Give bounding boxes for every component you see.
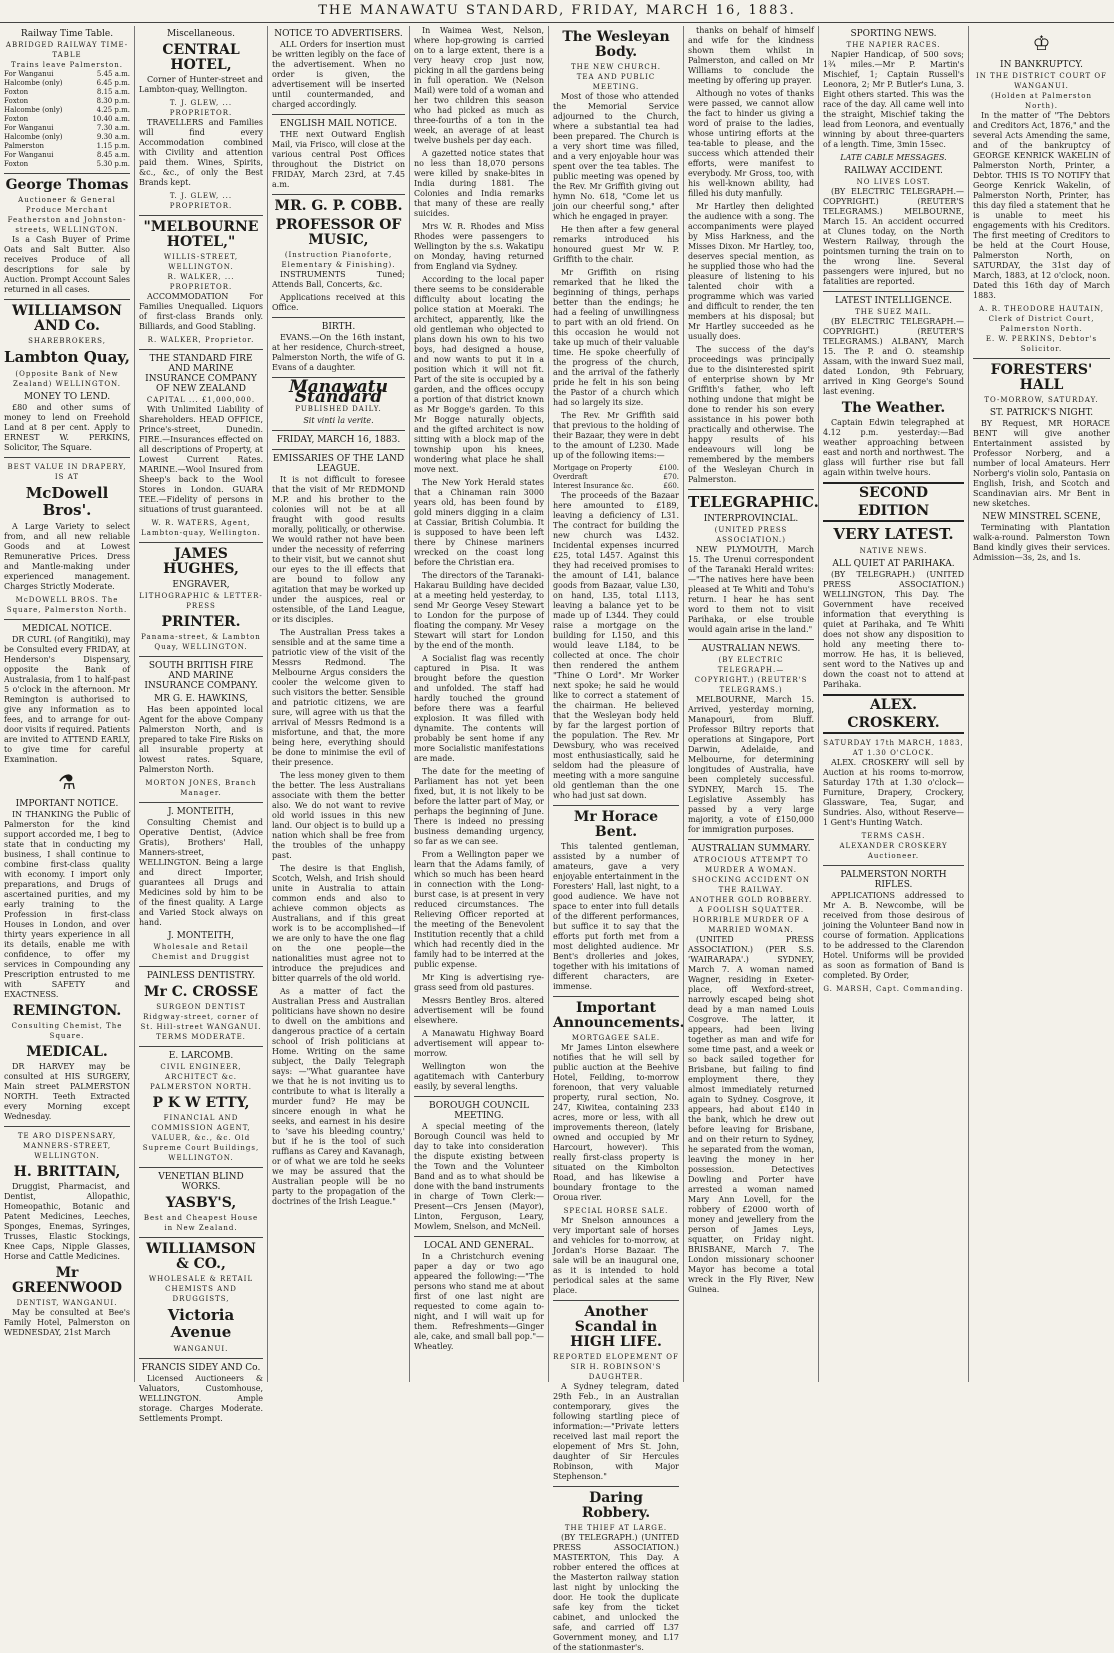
medical-notice-title: MEDICAL NOTICE. xyxy=(22,624,112,634)
ad-body: Consulting Chemist and Operative Dentist, (Advice Gratis), Brothers' Hall, Manners-street, WELLINGTON. Being a large and direct Importer, guarantees all Drugs and Medicines sold by him to be of the finest quality. A Large and Varied Stock always on hand. xyxy=(139,818,263,927)
editorial-title: EMISSARIES OF THE LAND LEAGUE. xyxy=(272,454,405,474)
ad-francis-sidey: FRANCIS SIDEY AND Co. xyxy=(141,1363,261,1373)
local-general-title: LOCAL AND GENERAL. xyxy=(423,1241,535,1251)
ad-address: Panama-street, & Lambton Quay, WELLINGTON. xyxy=(141,633,261,651)
article-paragraph: The less money given to them the better. The less Australians associate with them the better also. We do not want to revive old world issues in this new land. Our object is to build up a nation which shall be free from the troubles of the unhappy past. xyxy=(272,771,405,860)
divider xyxy=(139,215,263,216)
divider xyxy=(553,1300,679,1301)
ad-address: Corner of Hunter-street and Lambton-quay, Wellington. xyxy=(139,75,263,94)
divider xyxy=(4,299,130,300)
article-paragraph: It is not difficult to foresee that the visit of Mr REDMOND M.P. and his brother to the colonies will not be at all fraught with good results morally, politically, or otherwise. We would rather not have been under the necessity of referring to their visit, but we cannot shut our eyes to the ill effects that are bound to follow any agitation that may be worked up under the auspices, real or ostensible, of the Land League, or its disciples. xyxy=(272,475,405,624)
divider xyxy=(272,317,405,318)
royal-crest-icon: ♔ xyxy=(1032,31,1051,55)
ad-signature: T. J. GLEW, ... PROPRIETOR. xyxy=(169,99,233,117)
summary-subtitle: SHOCKING ACCIDENT ON THE RAILWAY. xyxy=(691,876,811,894)
ad-body: DR CURL (of Rangitiki), may be Consulted every FRIDAY, at Henderson's Dispensary, opposite the Bank of Australasia, from 1 to half-past 5 o'clock in the afternoon. Mr Remington is authorised to give any information as to fees, and to arrange for out-door visits if required. Patients are invited to ATTEND EARLY, to give time for careful Examination. xyxy=(4,635,130,764)
article-paragraph: MELBOURNE, March 15. Arrived, yesterday morning, Manapouri, from Bluff. Professor Biltry reports that operations at Singapore, Port Darwin, Adelaide, and Melbourne, for determining longitudes of Australia, have been completely successful. SYDNEY, March 15. The Legislative Assembly has passed by a very large majority, a vote of £150,000 for immigration purposes. xyxy=(688,695,814,834)
birth-body: EVANS.—On the 16th instant, at her residence, Church-street, Palmerston North, the wife of G. Evans of a daughter. xyxy=(272,333,405,372)
summary-subtitle: ANOTHER GOLD ROBBERY. xyxy=(689,896,813,904)
press-association: (BY ELECTRIC TELEGRAPH.—COPYRIGHT.) (REUTER'S TELEGRAMS.) xyxy=(694,656,808,694)
ad-body: Terminating with Plantation walk-a-round. Palmerston Town Band kindly gives their services. Admission—3s, 2s, and 1s. xyxy=(973,523,1110,562)
ad-professor: PROFESSOR OF MUSIC, xyxy=(275,217,402,248)
ad-subtitle: Consulting Chemist, The Square. xyxy=(11,1022,123,1040)
borough-title: BOROUGH COUNCIL MEETING. xyxy=(429,1101,529,1121)
divider xyxy=(553,805,679,806)
ad-signature: R. WALKER, ... PROPRIETOR. xyxy=(167,273,235,291)
article-paragraph: (BY ELECTRIC TELEGRAPH.—COPYRIGHT.) (REUTER'S TELEGRAMS.) MELBOURNE, March 15. An accident occurred at Clunes today, on the North Western Railway, through the pointsmen turning the train on to the wrong line. Several passengers were injured, but no fatalities are reported. xyxy=(823,187,964,286)
ad-larcombe: E. LARCOMB. xyxy=(168,1051,234,1061)
article-paragraph: (BY ELECTRIC TELEGRAPH.—COPYRIGHT.) (REUTER'S TELEGRAMS.) ALBANY, March 15. The P. and O. steamship Assam, with the inward Suez mail, dated London, 9th February, arrived in King George's Sound last evening. xyxy=(823,317,964,396)
divider xyxy=(4,1126,130,1127)
article-paragraph: The directors of the Taranaki-Hakarau Building have decided at a meeting held yesterday, to send Mr George Vesey Stewart to London for the purpose of floating the company. Mr Vesey Stewart will start for London by the end of the month. xyxy=(414,571,544,650)
divider xyxy=(414,1236,544,1237)
telegraphic-title: TELEGRAPHIC. xyxy=(688,493,819,511)
ad-subtitle: Wholesale and Retail Chemist and Druggist xyxy=(152,943,250,961)
australian-news-title: AUSTRALIAN NEWS. xyxy=(701,644,801,654)
ad-standard-fire: THE STANDARD FIRE AND MARINE INSURANCE COMPANY OF NEW ZEALAND xyxy=(145,354,257,394)
ad-signature: ALEXANDER CROSKERY Auctioneer. xyxy=(839,842,948,860)
ad-subtitle: Auctioneer & General Produce Merchant xyxy=(18,196,116,214)
summary-subtitle: ATROCIOUS ATTEMPT TO MURDER A WOMAN. xyxy=(693,856,809,874)
divider xyxy=(4,173,130,174)
table-row: Palmerston 1.15 p.m. xyxy=(4,142,130,150)
ad-time: AT 1.30 O'CLOCK. xyxy=(852,749,935,757)
article-paragraph: Although no votes of thanks were passed, we cannot allow the fact to hinder us giving a word of praise to the ladies, whose untiring efforts at the tea-table to please, and the success which attended their efforts, were manifest to everybody. Mr Gross, too, with his well-known ability, had filled his duty manfully. xyxy=(688,89,814,198)
latest-title: LATEST INTELLIGENCE. xyxy=(834,296,953,306)
ad-subtitle: WHOLESALE & RETAIL CHEMISTS AND DRUGGISTS, xyxy=(148,1275,254,1303)
article-paragraph: Mr Griffith on rising remarked that he liked the beginning of things, perhaps better than the endings; he had a feeling of unwillingness to part with an old friend. On this occasion he would not take up much of their valuable time. He spoke cheerfully of the progress of the church, and the arrival of the fatherly pride he felt in his son being the Pastor of a church which had so largely its size. xyxy=(553,268,679,407)
article-paragraph: A special meeting of the Borough Council was held to day to take into consideration the dispute existing between the Town and the Volunteer Band and as to what should be done with the band instruments in charge of Town Clerk:— Present—Crs Jensen (Mayor), Linton, Ferguson, Leary, Mowlem, Snelson, and McNeil. xyxy=(414,1122,544,1231)
ad-hawkins: MR G. E. HAWKINS, xyxy=(154,694,248,704)
ad-body: Is a Cash Buyer of Prime Oats and Salt Butter. Also receives Produce of all descriptions for sale by Auction. Prompt Account Sales returned in all cases. xyxy=(4,235,130,294)
rifles-title: PALMERSTON NORTH RIFLES. xyxy=(840,870,947,890)
wesleyan-title: The Wesleyan Body. xyxy=(562,29,670,60)
article-paragraph: This talented gentleman, assisted by a number of amateurs, gave a very enjoyable entertainment in the Foresters' Hall, last night, to a good audience. We have not space to enter into full details of the different performances, but suffice it to say that the efforts put forth met from a most delighted audience. Mr Bent's drolleries and jokes, together with his imitations of different characters, are immense. xyxy=(553,842,679,991)
ad-subtitle: SHAREBROKERS, xyxy=(28,337,106,345)
scandal-title: Another Scandal in HIGH LIFE. xyxy=(570,1304,662,1350)
article-paragraph: The Australian Press takes a sensible and at the same time a patriotic view of the visit of the Messrs Redmond. The Melbourne Argus considers the cooler the welcome given to such visitors the better. Sensible and patriotic citizens, we are sure, will agree with us that the arrival of Messrs Redmond is a misfortune, and that, the more being here, everything should be done to minimise the evil of their presence. xyxy=(272,628,405,767)
masthead: THE MANAWATU STANDARD, FRIDAY, MARCH 16, 1883. xyxy=(0,0,1114,23)
table-row: Foxton 8.30 p.m. xyxy=(4,97,130,105)
important-notice-title: IMPORTANT NOTICE. xyxy=(15,799,119,809)
divider xyxy=(4,619,130,620)
issue-date: FRIDAY, MARCH 16, 1883. xyxy=(276,435,401,445)
sporting-subtitle: THE NAPIER RACES. xyxy=(846,41,941,49)
table-row: Foxton 5.30 p.m. xyxy=(4,160,130,168)
ad-cobb: MR. G. P. COBB. xyxy=(274,198,403,214)
article-paragraph: A Socialist flag was recently captured in Pisa. It was brought before the question and unfolded. The staff had hardly touched the ground before there was a fearful explosion. It was filled with dynamite. The contents will probably be sent home if any more Socialistic manifestations are made. xyxy=(414,654,544,763)
article-paragraph: The date for the meeting of Parliament has not yet been fixed, but, it is not likely to be before the latter part of May, or perhaps the beginning of June. There is indeed no pressing business demanding urgency, so far as we can see. xyxy=(414,767,544,846)
second-edition-title: SECOND EDITION xyxy=(823,482,964,522)
minstrel-title: NEW MINSTREL SCENE, xyxy=(982,512,1101,522)
ad-subtitle: TE ARO DISPENSARY, MANNERS-STREET, WELLINGTON. xyxy=(17,1132,117,1160)
list-item: Interest Insurance &c. £60. xyxy=(553,482,679,490)
ad-hughes: JAMES HUGHES, xyxy=(163,546,239,577)
court-subtitle: (Holden at Palmerston North). xyxy=(991,92,1092,110)
motto: Sit vinti la verite. xyxy=(303,416,374,425)
very-latest-title: VERY LATEST. xyxy=(833,525,954,543)
article-paragraph: According to the local paper there seems to be considerable difficulty about locating the police station at Moeraki. The architect, apparently, like the old gentleman who objected to plans down his own to his two boys, had designed a house, and now wants to put it in a position which it will not fit. Part of the site is occupied by a garden, and the offices occupy a portion of that district known as Mr Bogge's garden. To this Mr Bogge naturally objects, and the gifted architect is now sitting with a block map of the township upon his knees, wondering what place he shall move next. xyxy=(414,275,544,474)
newspaper-flag: Manawatu Standard xyxy=(288,377,389,407)
ad-body: IN THANKING the Public of Palmerston for the kind support accorded me, I beg to state that in conducting my business, I shall continue to combine first-class quality with economy. I import only preparations, and Drugs of ascertained purities, and my early training to the Profession in first-class Houses in London, and over thirty years experience in all its details, enable me with confidence, to offer my services in Compounding any Prescription entrusted to me with SAFETY and EXACTNESS. xyxy=(4,810,130,999)
column-8 xyxy=(968,26,1114,1382)
ad-venetian: VENETIAN BLIND WORKS. xyxy=(158,1172,244,1192)
article-paragraph: In Waimea West, Nelson, where hop-growing is carried on to a large extent, there is a very heavy crop just now, picking in all the gardens being in full operation. We (Nelson Mail) were told of a woman and her two children this season who had picked as much as three-fourths of a ton in the week, an average of at least twelve bushels per day each. xyxy=(414,26,544,145)
ad-brittain: H. BRITTAIN, xyxy=(13,1164,121,1180)
ad-williamson-co: WILLIAMSON & CO., xyxy=(146,1241,256,1272)
article-paragraph: Most of those who attended the Memorial Service adjourned to the Church, where a substantial tea had been prepared. The Church is a very short time was filled, and a very enjoyable hour was spent over the tea tables. The public meeting was opened by the Rev. Mr Griffith giving out hymn No. 618, "Come let us join our cheerful song," after which he engaged in prayer. xyxy=(553,92,679,221)
article-paragraph: Mr Snelson announces a very important sale of horses and vehicles for to-morrow, at Jordan's Horse Bazaar. The sale will be an inaugural one, as it is intended to hold periodical sales at the same place. xyxy=(553,1216,679,1295)
mortar-pestle-icon: ⚗ xyxy=(58,770,76,794)
press-association: (UNITED PRESS ASSOCIATION.) xyxy=(714,526,788,544)
ad-body: FINANCIAL AND COMMISSION AGENT, VALUER, &c., &c. Old Supreme Court Buildings, WELLINGTON. xyxy=(142,1114,260,1162)
divider xyxy=(414,1096,544,1097)
divider xyxy=(553,1486,679,1487)
ad-address: WILLIS-STREET, WELLINGTON. xyxy=(163,253,239,271)
divider xyxy=(139,349,263,350)
column-6 xyxy=(683,26,818,1382)
ad-body: Applications received at this Office. xyxy=(272,293,405,312)
ad-melbourne-hotel: "MELBOURNE HOTEL," xyxy=(143,219,259,250)
ad-date: SATURDAY 17th MARCH, 1883, xyxy=(823,739,964,747)
ad-greenwood: Mr GREENWOOD xyxy=(12,1265,122,1296)
article-paragraph: In a Christchurch evening paper a day or two ago appeared the following:—"The persons who stand me at about first of one last night are requested to come again to-night, and I will wait up for them. Refreshments—Ginger ale, cake, and small ball pop."—Wheatley. xyxy=(414,1252,544,1351)
money-to-lend: MONEY TO LEND. xyxy=(23,392,111,402)
wesleyan-subtitle: TEA AND PUBLIC MEETING. xyxy=(576,73,656,91)
ad-croskery: ALEX. CROSKERY. xyxy=(823,694,964,734)
ad-signature: W. R. WATERS, Agent, Lambton-quay, Wellington. xyxy=(141,519,261,537)
ad-subtitle: ENGRAVER, xyxy=(172,580,230,590)
column-1 xyxy=(0,26,134,1382)
article-paragraph: As a matter of fact the Australian Press and Australian politicians have shown no desire to dwell on the ambitions and dangerous practice of a certain school of Irish politicians at Home. Writing on the same subject, the Daily Telegraph says: —"What guarantee have we that he is not inviting us to contribute to what is literally a murder fund? He may be sincere enough in what he seeks, and earnest in his desire to 'save his bleeding country,' but if he is the tool of such ruffians as Carey and Kavanagh, or of what we are told he seeks we may be assured that the Australian people will be no party to the propagation of the doctrines of the Irish League." xyxy=(272,987,405,1206)
late-cable-title: LATE CABLE MESSAGES. xyxy=(840,153,947,162)
article-paragraph: Messrs Bentley Bros. altered advertisement will be found elsewhere. xyxy=(414,996,544,1025)
robbery-title: Daring Robbery. xyxy=(581,1490,651,1521)
article-paragraph: Wellington won the agatitemach with Canterbury easily, by several lengths. xyxy=(414,1062,544,1091)
article-paragraph: The Rev. Mr Griffith said that previous to the holding of their Bazaar, they were in debt to the amount of L230. Made up of the following items:— xyxy=(553,411,679,460)
divider xyxy=(272,449,405,450)
article-paragraph: (UNITED PRESS ASSOCIATION.) (PER S.S. 'WAIRARAPA'.) SYDNEY, March 7. A woman named Wagner, residing in Exeter-place, off Wexford-street, narrowly escaped being shot dead by a man named Louis Cosgrove. The latter, it appears, had been living together as man and wife for some time past, and a week or so back sailed together for Brisbane, but failing to find employment there, they almost immediately returned again to Sydney. Cosgrove, it appears, had about £140 in the bank, which he drew out before leaving for Brisbane, and on their return to Sydney, he separated from the woman, leaving the money in her possession. Detectives Dowling and Porter have arrested a woman named Mary Ann Lovell, for the robbery of £2000 worth of money and jewellery from the person of James Leys, squatter, on Friday night. BRISBANE, March 7. The London missionary schooner Mayor has become a total wreck in the Fly River, New Guinea. xyxy=(688,935,814,1294)
table-row: Foxton 8.15 a.m. xyxy=(4,88,130,96)
ad-terms: TERMS MODERATE. xyxy=(156,1033,246,1041)
mail-notice-body: THE next Outward English Mail, via Frisco, will close at the various central Post Offices throughout the District on FRIDAY, March 23rd, at 7.45 a.m. xyxy=(272,130,405,189)
scandal-subtitle: REPORTED ELOPEMENT OF SIR H. ROBINSON'S DAUGHTER. xyxy=(553,1353,679,1381)
divider xyxy=(272,194,405,195)
ad-lambton: Lambton Quay, xyxy=(4,348,130,366)
ad-body: Has been appointed local Agent for the above Company Palmerston North, and is prepared to take Fire Risks on all insurable property at lowest rates. Square, Palmerston North. xyxy=(139,705,263,774)
article-paragraph: The desire is that English, Scotch, Welsh, and Irish should unite in Australia to attain common ends and also to achieve common objects as Australians, and if this great work is to be accomplished—if we are only to have the one flag on the one people—the nationalities must agree not to introduce the prejudices and bitter quarrels of the old world. xyxy=(272,864,405,983)
ad-central-hotel: CENTRAL HOTEL, xyxy=(162,42,240,73)
article-paragraph: He then after a few general remarks introduced his honoured guest Mr W. P. Griffith to the chair. xyxy=(553,225,679,264)
ad-signature: R. WALKER, Proprietor. xyxy=(147,336,255,344)
column-5 xyxy=(548,26,685,1652)
ad-subtitle: DENTIST, WANGANUI. xyxy=(16,1299,118,1307)
summary-subtitle: A FOOLISH SQUATTER. xyxy=(697,906,805,914)
divider xyxy=(823,291,964,292)
article-paragraph: In the matter of "The Debtors and Creditors Act, 1876," and the several Acts Amending the same, and of the bankruptcy of GEORGE KENRICK WAKELIN of Palmerston North, Printer, a Debtor. THIS IS TO NOTIFY that George Kenrick Wakelin, of Palmerston North, Printer, has this day filed a statement that he is unable to meet his engagements with his Creditors. The first meeting of Creditors to be held at the Court House, Palmerston North, on SATURDAY, the 31st day of March, 1883, at 12 o'clock, noon. Dated this 16th day of March 1883. xyxy=(973,111,1110,300)
divider xyxy=(139,966,263,967)
article-paragraph: Captain Edwin telegraphed at 4.12 p.m. yesterday:—Bad weather approaching between east and north and northwest. The glass will further rise but fall again within twelve hours. xyxy=(823,418,964,477)
ad-body: DR HARVEY may be consulted at HIS SURGERY, Main street PALMERSTON NORTH. Teeth Extracted every Morning except Wednesday. xyxy=(4,1062,130,1121)
divider xyxy=(553,996,679,997)
australian-summary-title: AUSTRALIAN SUMMARY. xyxy=(691,844,811,854)
table-row: Foxton 10.40 a.m. xyxy=(4,115,130,123)
timetable xyxy=(4,70,130,169)
list-item: Overdraft £70. xyxy=(553,473,679,481)
ad-date: TO-MORROW, SATURDAY. xyxy=(984,396,1099,404)
article-paragraph: Mr Hartley then delighted the audience with a song. The accompaniments were played by Miss Harkness, and the Misses Dixon. Mr Hartley, too, deserves special mention, as he supplied those who had the pleasure of listening to his talented choir with a programme which was varied and difficult to render, the ten members at his disposal; but Mr Hartley succeeded as he usually does. xyxy=(688,202,814,341)
ad-body: APPLICATIONS addressed to Mr A. B. Newcombe, will be received from those desirous of joining the Volunteer Band now in course of formation. Applications to be addressed to the Clarendon Hotel. Uniforms will be provided as soon as formation of Band is completed. By Order, xyxy=(823,891,964,980)
ad-body: With Unlimited Liability of Shareholders. HEAD OFFICE, Prince's-street, Dunedin. FIRE.—Insurances effected on all descriptions of Property, at Lowest Current Rates. MARINE.—Wool Insured from Sheep's back to the Wool Stores in London. GUARA TEE.—Fidelity of persons in situations of trust guaranteed. xyxy=(139,405,263,514)
ad-signature: MORTON JONES, Branch Manager. xyxy=(145,779,257,797)
article-paragraph: A Manawatu Highway Board advertisement will appear to-morrow. xyxy=(414,1029,544,1058)
ad-terms: TERMS CASH. xyxy=(861,832,926,840)
horse-sale-title: SPECIAL HORSE SALE. xyxy=(563,1207,669,1215)
article-paragraph: NEW PLYMOUTH, March 15. The Urenui correspondent of the Taranaki Herald writes:—"The natives here have been pleased at Te Whiti and Tohu's return. I hear he has sent word to them not to visit Parihaka, or else trouble would again arise in the land." xyxy=(688,545,814,634)
sporting-title: SPORTING NEWS. xyxy=(850,29,937,39)
ad-remington: REMINGTON. xyxy=(12,1003,122,1019)
announcements-title: Important Announcements. xyxy=(553,1000,685,1031)
foresters-hall-title: FORESTERS' HALL xyxy=(990,362,1093,393)
ad-subtitle: LITHOGRAPHIC & LETTER-PRESS xyxy=(139,592,263,610)
ad-painless-dentistry: PAINLESS DENTISTRY. xyxy=(146,971,256,981)
column-3 xyxy=(267,26,409,1382)
divider xyxy=(139,542,263,543)
ad-body: Best and Cheapest House in New Zealand. xyxy=(143,1214,259,1232)
column-7 xyxy=(818,26,968,1382)
article-paragraph: Mr King is advertising rye-grass seed from old pastures. xyxy=(414,973,544,992)
ad-victoria-avenue: Victoria Avenue xyxy=(167,1306,235,1341)
trains-leave: Trains leave Palmerston. xyxy=(11,61,123,69)
ad-subtitle: CIVIL ENGINEER, ARCHITECT &c. PALMERSTON NORTH. xyxy=(150,1063,252,1091)
rail-accident-subtitle: NO LIVES LOST. xyxy=(856,178,931,186)
parihaka-title: ALL QUIET AT PARIHAKA. xyxy=(832,559,955,569)
ad-printer: PRINTER. xyxy=(161,614,241,630)
divider xyxy=(272,114,405,115)
railway-title: Railway Time Table. xyxy=(20,29,114,39)
ad-signature: T. J. GLEW, ... PROPRIETOR. xyxy=(169,192,233,210)
ad-south-british: SOUTH BRITISH FIRE AND MARINE INSURANCE COMPANY. xyxy=(144,661,258,691)
list-item: Mortgage on Property £100. xyxy=(553,464,679,472)
table-row: For Wanganui 8.45 a.m. xyxy=(4,151,130,159)
ad-signature: G. MARSH, Capt. Commanding. xyxy=(823,985,964,993)
bankruptcy-title: IN BANKRUPTCY. xyxy=(1000,60,1083,70)
divider xyxy=(139,1237,263,1238)
ad-body: ACCOMMODATION For Families Unequalled. Liquors of first-class Brands only. Billiards, and Good Stabling. xyxy=(139,292,263,331)
suez-subtitle: THE SUEZ MAIL. xyxy=(855,308,932,316)
table-row: Halcombe (only) 9.30 a.m. xyxy=(4,133,130,141)
wesleyan-subtitle: THE NEW CHURCH. xyxy=(570,63,662,71)
interprovincial-title: INTERPROVINCIAL. xyxy=(703,514,799,524)
ad-crosse: Mr C. CROSSE xyxy=(144,984,258,1000)
column-2 xyxy=(134,26,267,1423)
ad-subtitle: SURGEON DENTIST xyxy=(156,1003,246,1011)
published-daily: PUBLISHED DAILY. xyxy=(295,405,382,413)
divider xyxy=(688,839,814,840)
divider xyxy=(139,802,263,803)
bent-title: Mr Horace Bent. xyxy=(573,809,659,840)
columns xyxy=(0,26,1114,1652)
ad-pkw: P K W ETTY, xyxy=(152,1095,250,1111)
divider xyxy=(823,865,964,866)
ad-body: £80 and other sums of money to lend on Freehold Land at 8 per cent. Apply to ERNEST W. PERKINS, Solicitor, The Square. xyxy=(4,403,130,452)
notice-body: ALL Orders for insertion must be written legibly on the face of the advertisement. When no order is given, the advertisement will be inserted until countermanded, and charged accordingly. xyxy=(272,40,405,109)
ad-williamson: WILLIAMSON AND Co. xyxy=(12,303,122,334)
ad-signature: McDOWELL BROS. The Square, Palmerston North. xyxy=(6,596,128,614)
divider xyxy=(688,639,814,640)
medical-title: MEDICAL. xyxy=(26,1044,108,1060)
ad-address: Featherston and Johnston-streets, WELLINGTON. xyxy=(7,216,127,234)
divider xyxy=(139,656,263,657)
ad-signature: E. W. PERKINS, Debtor's Solicitor. xyxy=(985,335,1098,353)
article-paragraph: A Sydney telegram, dated 29th Feb., in an Australian contemporary, gives the following startling piece of information:—"Private letters received last mail report the elopement of Mrs St. John, daughter of Sir Hercules Robinson, with Major Stephenson." xyxy=(553,1382,679,1481)
weather-title: The Weather. xyxy=(841,400,946,416)
ad-capital: CAPITAL ... £1,000,000. xyxy=(146,396,256,404)
st-patricks-title: ST. PATRICK'S NIGHT. xyxy=(989,408,1094,418)
ad-yasby: YASBY'S, xyxy=(165,1195,237,1211)
rail-accident-title: RAILWAY ACCIDENT. xyxy=(844,166,943,176)
ad-address: Ridgway-street, corner of St. Hill-street WANGANUI. xyxy=(140,1013,262,1031)
table-row: Halcombe (only) 4.25 p.m. xyxy=(4,106,130,114)
article-paragraph: From a Wellington paper we learn that the Adams family, of which so much has been heard in connection with the Long-burst case, is at present in very reduced circumstances. The Relieving Officer reported at the meeting of the Benevolent Institution recently that a child which had recently died in the family had to be interred at the public expense. xyxy=(414,850,544,969)
article-paragraph: (BY TELEGRAPH.) (UNITED PRESS ASSOCIATION.) MASTERTON, This Day. A robber entered the offices at the Masterton railway station last night by unlocking the door. He took the duplicate safe key from the ticket cabinet, and unlocked the safe, and carried off L37 Government money, and L17 of the stationmaster's. xyxy=(553,1533,679,1652)
ad-body: BY Request, MR HORACE BENT will give another Entertainment assisted by Professor Norberg, and a number of local Amateurs. Herr Norberg's violin solo, Pantasia on English, Irish, and Scotch and Scandinavian airs. Mr Bent in new sketches. xyxy=(973,419,1110,508)
robbery-subtitle: THE THIEF AT LARGE. xyxy=(564,1524,668,1532)
ad-george-thomas: George Thomas xyxy=(5,177,129,193)
article-paragraph: The success of the day's proceedings was principally due to the disinterested spirit of enterprise shown by Mr Griffith's father, who left nothing undone that might be done to render his son every assistance in his power both practically and otherwise. The happy results of his endeavours will long be remembered by the members of the Wesleyan Church in Palmerston. xyxy=(688,345,814,484)
ad-address: (Opposite Bank of New Zealand) WELLINGTON. xyxy=(13,370,121,388)
ad-mcdowell: McDowell Bros'. xyxy=(25,484,109,519)
ad-address: WANGANUI. xyxy=(173,1345,229,1353)
ad-signature: A. R. THEODORE HAUTAIN, Clerk of District Court, Palmerston North. xyxy=(979,305,1104,333)
drapery-title: BEST VALUE IN DRAPERY, IS AT xyxy=(7,463,127,481)
ad-monteith: J. MONTEITH, xyxy=(168,807,234,817)
divider xyxy=(272,430,405,431)
article-paragraph: Mrs W. R. Rhodes and Miss Rhodes were passengers to Wellington by the s.s. Wakatipu on Monday, having returned from England via Sydney. xyxy=(414,222,544,271)
article-paragraph: Mr James Linton elsewhere notifies that he will sell by public auction at the Beehive Hotel, Feilding, to-morrow forenoon, that very valuable property, rural section, No. 247, Kiwitea, containing 233 acres, more or less, with all improvements thereon, (lately owned and occupied by Mr Harcourt, however). This really first-class property is situated on the Kimbolton Road, and has likewise a boundary frontage to the Oroua river. xyxy=(553,1043,679,1202)
table-row: For Wanganui 5.45 a.m. xyxy=(4,70,130,78)
article-paragraph: The New York Herald states that a Chinaman rain 3000 years old, has been found by gold miners digging in a claim at Cassiar, British Columbia. It is supposed to have been left there by Chinese mariners wrecked on the coast long before the Christian era. xyxy=(414,478,544,567)
column-4 xyxy=(409,26,548,1382)
article-paragraph: (BY TELEGRAPH.) (UNITED PRESS ASSOCIATION.) WELLINGTON, This Day. The Government have received information that everything is quiet at Parihaka, and Te Whiti does not show any disposition to hold any meeting there to-morrow. He has, it is believed, sent word to the Natives up and down the coast not to attend at Parihaka. xyxy=(823,570,964,689)
ad-body: A Large Variety to select from, and all new reliable Goods and at Lowest Remunerative Prices. Dress and Mantle-making under experienced management. Charges Strictly Moderate. xyxy=(4,522,130,591)
divider xyxy=(688,489,814,490)
debt-items xyxy=(553,464,679,491)
article-paragraph: A gazetted notice states that no less than 18,070 persons were killed by snake-bites in India during 1881. The Colonies and India remarks that many of these are really suicides. xyxy=(414,149,544,218)
ad-body: Druggist, Pharmacist, and Dentist, Allopathic, Homeopathic, Botanic and Patent Medicines, Leeches, Sponges, Enemas, Syringes, Trusses, Elastic Stockings, Knee Caps, Nipple Glasses, Horse and Cattle Medicines. xyxy=(4,1182,130,1261)
notice-advertisers-title: NOTICE TO ADVERTISERS. xyxy=(274,29,403,39)
ad-signature: J. MONTEITH, xyxy=(168,931,234,941)
divider xyxy=(4,457,130,458)
divider xyxy=(139,1358,263,1359)
mortgagee-title: MORTGAGEE SALE. xyxy=(571,1034,661,1042)
ad-body: May be consulted at Bee's Family Hotel, Palmerston on WEDNESDAY, 21st March xyxy=(4,1308,130,1337)
article-paragraph: thanks on behalf of himself and wife for the kindness shown them whilst in Palmerston, and called on Mr Williams to conclude the meeting by offering up prayer. xyxy=(688,26,814,85)
ad-body: TRAVELLERS and Families will find every Accommodation combined with Civility and attention paid them. Wines, Spirits, &c., &c., of only the Best Brands kept. xyxy=(139,118,263,187)
court-subtitle: IN THE DISTRICT COURT OF WANGANUI. xyxy=(976,72,1107,90)
table-row: For Wanganui 7.30 a.m. xyxy=(4,124,130,132)
divider xyxy=(139,1046,263,1047)
ad-body: ALEX. CROSKERY will sell by Auction at his rooms to-morrow, Saturday 17th at 1.30 o'clock—Furniture, Drapery, Crockery, Glassware, Tea, Sugar, and Sundries. Also, without Reserve—1 Gent's Hunting Watch. xyxy=(823,758,964,827)
section-title: Miscellaneous. xyxy=(166,29,236,39)
article-paragraph: Napier Handicap, of 500 sovs; 1¾ miles.—Mr P. Martin's Mischief, 1; Captain Russell's Leonora, 2; Mr P. Butler's Luna, 3. Eight others started. This was the race of the day. All came well into the straight, Mischief taking the lead from Leonora, and eventually winning by about three-quarters of a length. Time, 3min 15sec. xyxy=(823,50,964,149)
article-paragraph: The proceeds of the Bazaar here amounted to £189, leaving a deficiency of L31. The contract for building the new church was L432. Incidental expenses incurred £25, total L457. Against this they had received promises to the amount of L41, balance goods from Bazaar, value L30, on hand, L35, total L113, leaving a balance yet to be made up of L344. They could raise a mortgage on the building for L150, and this would leave L184, to be collected at once. The choir then rendered the anthem "Thine O Lord". Mr Worker next spoke; he said he would like to correct a statement of the chairman. He believed that the Wesleyan body held by far the largest portion of the population. The Rev. Mr Dewsbury, who was received most enthusiastically, said he seldom had the pleasure of meeting with a more sanguine old gentleman than the one who had just sat down. xyxy=(553,491,679,800)
divider xyxy=(973,358,1110,359)
ad-body: INSTRUMENTS Tuned; Attends Ball, Concerts, &c. xyxy=(272,270,405,289)
table-row: Halcombe (only) 6.45 p.m. xyxy=(4,79,130,87)
native-news-subtitle: NATIVE NEWS. xyxy=(859,547,928,555)
railway-subtitle: ABRIDGED RAILWAY TIME-TABLE xyxy=(5,41,129,59)
ad-subtitle: (Instruction Pianoforte, Elementary & Finishing). xyxy=(281,251,396,269)
mail-notice-title: ENGLISH MAIL NOTICE. xyxy=(279,119,398,129)
ad-body: Licensed Auctioneers & Valuators, Customhouse, WELLINGTON. Ample storage. Charges Moderate. Settlements Prompt. xyxy=(139,1374,263,1423)
divider xyxy=(139,1167,263,1168)
birth-title: BIRTH. xyxy=(321,322,356,332)
summary-subtitle: HORRIBLE MURDER OF A MARRIED WOMAN. xyxy=(692,916,810,934)
